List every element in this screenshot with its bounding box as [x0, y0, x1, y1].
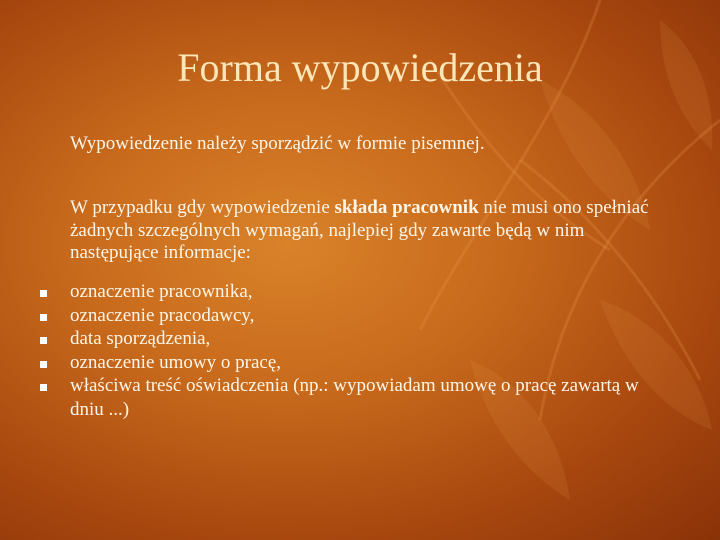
condition-text-start: W przypadku gdy wypowiedzenie [70, 197, 335, 218]
list-item-text: oznaczenie umowy o pracę, [70, 351, 282, 373]
square-bullet-icon [40, 361, 47, 368]
list-item [40, 374, 670, 421]
list-item [40, 327, 670, 351]
list-item [40, 304, 670, 328]
square-bullet-icon [40, 314, 47, 321]
square-bullet-icon [40, 337, 47, 344]
condition-bold-text: składa pracownik [334, 197, 479, 218]
intro-paragraph: Wypowiedzenie należy sporządzić w formie pisemnej. [70, 133, 485, 154]
slide-title: Forma wypowiedzenia [177, 45, 543, 90]
list-item-text: oznaczenie pracownika, [70, 281, 253, 302]
list-item-text: właściwa treść oświadczenia (np.: wypowiadam umowę o pracę zawartą w dniu ...) [70, 375, 639, 420]
condition-paragraph [70, 197, 670, 265]
square-bullet-icon [40, 384, 47, 391]
list-item-text: oznaczenie pracodawcy, [70, 304, 255, 326]
information-bullet-list [40, 280, 670, 421]
list-item-text: data sporządzenia, [70, 328, 211, 349]
list-item [40, 280, 670, 304]
square-bullet-icon [40, 290, 47, 297]
list-item [40, 351, 670, 375]
condition-text-end: nie musi ono spełniać żadnych szczególnych wymagań, najlepiej gdy zawarte będą w nim następujące informacje: [70, 197, 649, 263]
